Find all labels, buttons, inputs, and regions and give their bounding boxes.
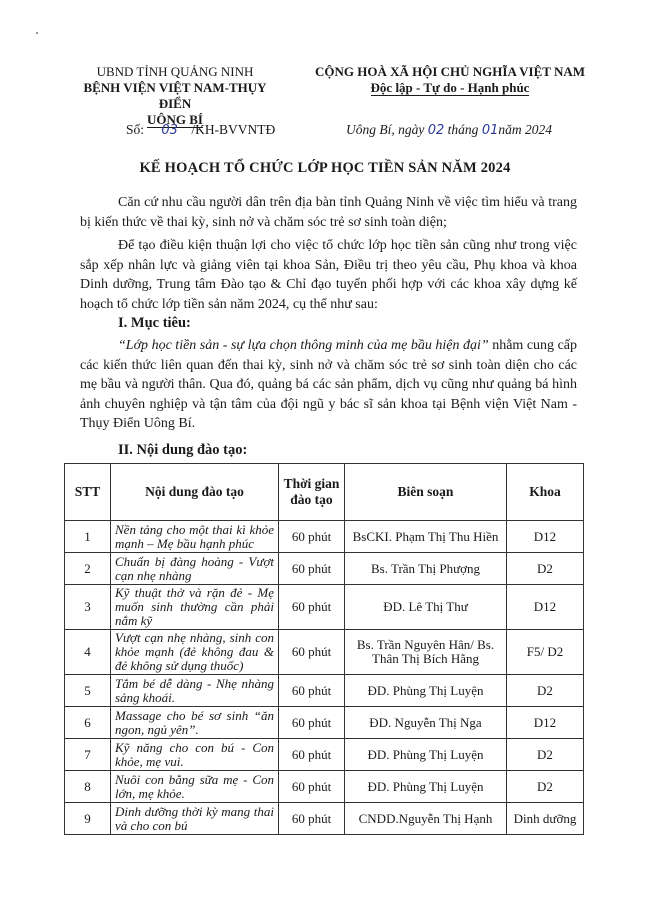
cell-time: 60 phút [279,521,345,553]
header-stt: STT [65,464,111,521]
cell-author: ĐD. Phùng Thị Luyện [345,675,507,707]
cell-dept: D12 [507,521,584,553]
cell-stt: 3 [65,585,111,630]
doc-number-prefix: Số: [126,122,145,137]
table-row [65,585,584,630]
cell-content: Tắm bé dễ dàng - Nhẹ nhàng sảng khoái. [111,675,279,707]
cell-time: 60 phút [279,739,345,771]
paragraph-objectives [80,336,577,434]
cell-content: Vượt cạn nhẹ nhàng, sinh con khỏe mạnh (đẻ không đau & đẻ không sử dụng thuốc) [111,630,279,675]
cell-stt: 7 [65,739,111,771]
doc-number-suffix: /KH-BVVNTĐ [191,122,276,137]
header-dept: Khoa [507,464,584,521]
cell-dept: D2 [507,553,584,585]
cell-stt: 5 [65,675,111,707]
cell-stt: 4 [65,630,111,675]
cell-content: Dinh dưỡng thời kỳ mang thai và cho con bú [111,803,279,835]
document-date [346,122,552,138]
national-motto: Độc lập - Tự do - Hạnh phúc [370,80,530,95]
cell-dept: D2 [507,771,584,803]
table-row [65,675,584,707]
agency-line-2: BỆNH VIỆN VIỆT NAM-THỤY ĐIỂN [83,80,267,111]
table-row [65,521,584,553]
document-title: KẾ HOẠCH TỔ CHỨC LỚP HỌC TIỀN SẢN NĂM 2024 [139,160,511,176]
agency-line-1: UBND TỈNH QUẢNG NINH [96,64,254,79]
document-number [126,122,275,138]
cell-content: Kỹ năng cho con bú - Con khỏe, mẹ vui. [111,739,279,771]
cell-time: 60 phút [279,803,345,835]
table-row [65,707,584,739]
cell-author: Bs. Trần Nguyên Hân/ Bs. Thân Thị Bích Hằng [345,630,507,675]
cell-stt: 9 [65,803,111,835]
cell-content: Nền tảng cho một thai kì khỏe mạnh – Mẹ bầu hạnh phúc [111,521,279,553]
cell-content: Massage cho bé sơ sinh “ăn ngon, ngủ yên”. [111,707,279,739]
doc-number-handwritten: 03 [161,123,178,138]
cell-dept: D2 [507,675,584,707]
cell-time: 60 phút [279,675,345,707]
table-row [65,739,584,771]
cell-content: Chuẩn bị đàng hoàng - Vượt cạn nhẹ nhàng [111,553,279,585]
cell-author: ĐD. Phùng Thị Luyện [345,771,507,803]
table-row [65,803,584,835]
section-heading-content: II. Nội dung đào tạo: [118,442,248,458]
agency-line-3: UÔNG BÍ [147,112,203,127]
cell-dept: F5/ D2 [507,630,584,675]
table-row [65,553,584,585]
class-slogan: “Lớp học tiền sản - sự lựa chọn thông minh của mẹ bầu hiện đại” [118,338,489,353]
cell-dept: D12 [507,585,584,630]
cell-dept: Dinh dưỡng [507,803,584,835]
paragraph-basis: Căn cứ nhu cầu người dân trên địa bàn tỉnh Quảng Ninh về việc tìm hiểu và trang bị kiến thức về thai kỳ, sinh nở và chăm sóc trẻ sơ sinh toàn diện; [80,195,577,230]
cell-author: ĐD. Nguyễn Thị Nga [345,707,507,739]
date-place: Uông Bí, ngày [346,122,425,137]
cell-stt: 6 [65,707,111,739]
cell-stt: 8 [65,771,111,803]
cell-time: 60 phút [279,771,345,803]
table-row [65,630,584,675]
national-title: CỘNG HOÀ XÃ HỘI CHỦ NGHĨA VIỆT NAM [314,64,586,79]
paragraph-purpose: Để tạo điều kiện thuận lợi cho việc tổ chức lớp học tiền sản cũng như trong việc sắp xếp nhân lực và giảng viên tại khoa Sản, Điều trị theo yêu cầu, Phụ khoa và khoa Dinh dưỡng, Trung tâm Đào tạo & Chỉ đạo tuyến phối hợp với các khoa xây dựng kế hoạch tổ chức lớp tiền sản năm 2024, cụ thể như sau: [80,238,577,312]
table-row [65,771,584,803]
objectives-text: nhằm cung cấp các kiến thức liên quan đến thai kỳ, sinh nở và chăm sóc trẻ sơ sinh toàn diện cho các mẹ bầu và người thân. Qua đó, quảng bá các sản phẩm, dịch vụ cũng như quảng bá hình ảnh chuyên nghiệp và tận tâm của đội ngũ y bác sĩ sản khoa tại Bệnh viện Việt Nam - Thụy Điển Uông Bí. [80,338,577,431]
cell-author: BsCKI. Phạm Thị Thu Hiền [345,521,507,553]
cell-stt: 1 [65,521,111,553]
cell-time: 60 phút [279,707,345,739]
issuing-agency-block [70,64,280,128]
cell-time: 60 phút [279,630,345,675]
national-heading-block [300,64,600,96]
header-time: Thời gian đào tạo [279,464,345,521]
date-year: năm 2024 [498,122,552,137]
cell-dept: D2 [507,739,584,771]
cell-time: 60 phút [279,553,345,585]
scan-speck [36,32,38,34]
cell-author: CNDD.Nguyễn Thị Hạnh [345,803,507,835]
cell-stt: 2 [65,553,111,585]
date-day-handwritten: 02 [427,123,445,138]
cell-content: Nuôi con bằng sữa mẹ - Con lớn, mẹ khỏe. [111,771,279,803]
training-content-table [64,463,584,835]
header-author: Biên soạn [345,464,507,521]
header-content: Nội dung đào tạo [111,464,279,521]
date-month-handwritten: 01 [481,123,499,138]
cell-content: Kỹ thuật thở và rặn đẻ - Mẹ muốn sinh thường cần phải nắm kỹ [111,585,279,630]
table-header-row [65,464,584,521]
section-heading-objectives: I. Mục tiêu: [118,315,191,331]
cell-author: ĐD. Lê Thị Thư [345,585,507,630]
cell-author: ĐD. Phùng Thị Luyện [345,739,507,771]
cell-author: Bs. Trần Thị Phượng [345,553,507,585]
cell-dept: D12 [507,707,584,739]
date-month-label: tháng [447,122,479,137]
cell-time: 60 phút [279,585,345,630]
